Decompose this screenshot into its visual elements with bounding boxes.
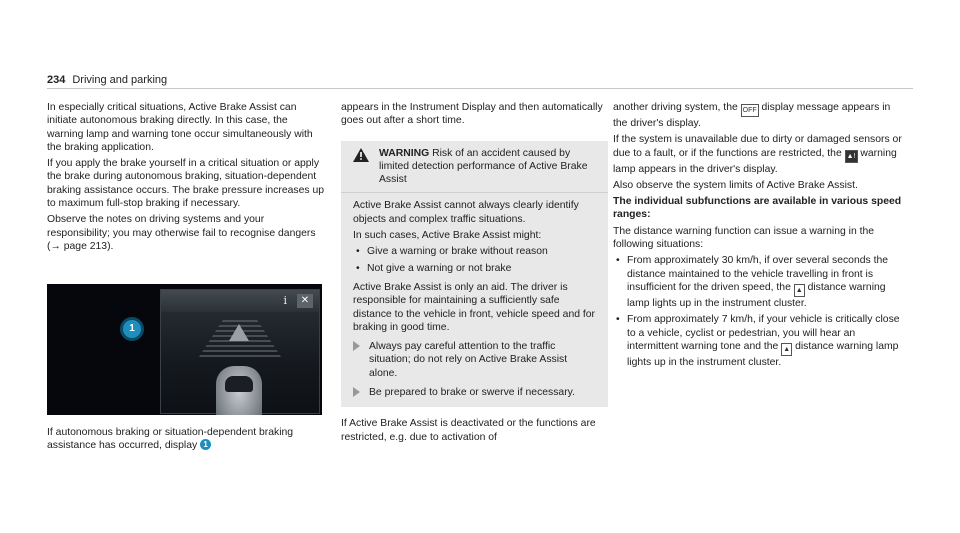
callout-marker: 1 — [123, 320, 141, 338]
warning-box — [341, 141, 608, 408]
paragraph: If you apply the brake yourself in a critical situation or apply the brake during autonomous braking, situation-dependent braking assistance occurs. The brake pressure increases up to maximum full-stop braking if necessary. — [47, 158, 325, 210]
arrow-icon — [353, 387, 360, 397]
distance-warning-icon: ▲ — [781, 343, 792, 356]
warning-triangle-icon — [229, 324, 249, 341]
page-number: 234 — [47, 74, 66, 86]
paragraph: If the system is unavailable due to dirty or damaged sensors or due to a fault, or if the functions are restricted, the ▲! warning lamp appears in the driver's display. — [613, 134, 902, 175]
arrow-icon — [353, 341, 360, 351]
display-topbar — [161, 290, 319, 312]
distance-warning-icon: ▲ — [794, 284, 805, 297]
action-item — [353, 386, 596, 399]
list-item: • Not give a warning or not brake — [353, 262, 596, 275]
paragraph: In such cases, Active Brake Assist might: — [353, 230, 542, 242]
callout-badge: 1 — [200, 439, 211, 450]
paragraph: Active Brake Assist is only an aid. The driver is responsible for maintaining a sufficiently safe distance to the vehicle in front, vehicle speed and for braking in good time. — [353, 281, 596, 333]
vehicle-graphic — [216, 366, 262, 415]
list-item: • From approximately 7 km/h, if your vehicle is critically close to a vehicle, cyclist or pedestrian, you will hear an intermittent warning tone and the ▲ distance warning lamp lights up in the instrument cluster. — [613, 313, 903, 369]
warning-header — [341, 141, 608, 193]
paragraph: Also observe the system limits of Active Brake Assist. — [613, 179, 858, 191]
instrument-display-figure — [47, 284, 322, 415]
info-icon: i — [283, 294, 287, 307]
figure-caption — [47, 426, 325, 453]
column-middle — [341, 101, 608, 447]
paragraph: The distance warning function can issue a warning in the following situations: — [613, 225, 875, 251]
section-title: Driving and parking — [72, 74, 168, 86]
paragraph: Active Brake Assist cannot always clearly identify objects and complex traffic situations. — [353, 200, 579, 225]
paragraph: If Active Brake Assist is deactivated or the functions are restricted, e.g. due to activation of — [341, 418, 596, 443]
paragraph: another driving system, the OFF display message appears in the driver's display. — [613, 102, 891, 129]
caption-text: If autonomous braking or situation-dependent braking assistance has occurred, display — [47, 427, 294, 452]
subheading: The individual subfunctions are available in various speed ranges: — [613, 196, 902, 221]
warning-title: Risk of an accident caused by limited detection performance of Active Brake Assist — [379, 147, 588, 186]
list-item: • Give a warning or brake without reason — [353, 245, 596, 258]
action-item — [353, 340, 596, 380]
warning-list — [353, 245, 596, 275]
paragraph: In especially critical situations, Active Brake Assist can initiate autonomous braking directly. In this case, the warning lamp and warning tone occur simultaneously with the braking application. — [47, 102, 313, 153]
header-divider — [47, 88, 913, 89]
action-text: Be prepared to brake or swerve if necessary. — [369, 387, 575, 399]
warning-triangle-icon — [353, 148, 369, 162]
paragraph: appears in the Instrument Display and then automatically goes out after a short time. — [341, 102, 603, 127]
page-header — [47, 74, 167, 86]
close-icon: ✕ — [297, 294, 313, 308]
list-item: • From approximately 30 km/h, if over several seconds the distance maintained to the vehicle travelling in front is insufficient for the driven speed, the ▲ distance warning lamp lights up in the instrument cluster. — [613, 254, 903, 310]
paragraph: Observe the notes on driving systems and your responsibility; you may otherwise fail to recognise dangers (→ page 213). — [47, 214, 316, 252]
column-left — [47, 101, 325, 256]
warning-label: WARNING — [379, 147, 430, 159]
speed-range-list — [613, 254, 903, 369]
warning-body — [341, 192, 608, 407]
column-right — [613, 101, 903, 375]
abs-off-icon: OFF — [741, 104, 759, 117]
brake-assist-warning-icon: ▲! — [845, 150, 858, 163]
display-panel — [160, 289, 320, 414]
action-text: Always pay careful attention to the traffic situation; do not rely on Active Brake Assist alone. — [369, 341, 568, 379]
